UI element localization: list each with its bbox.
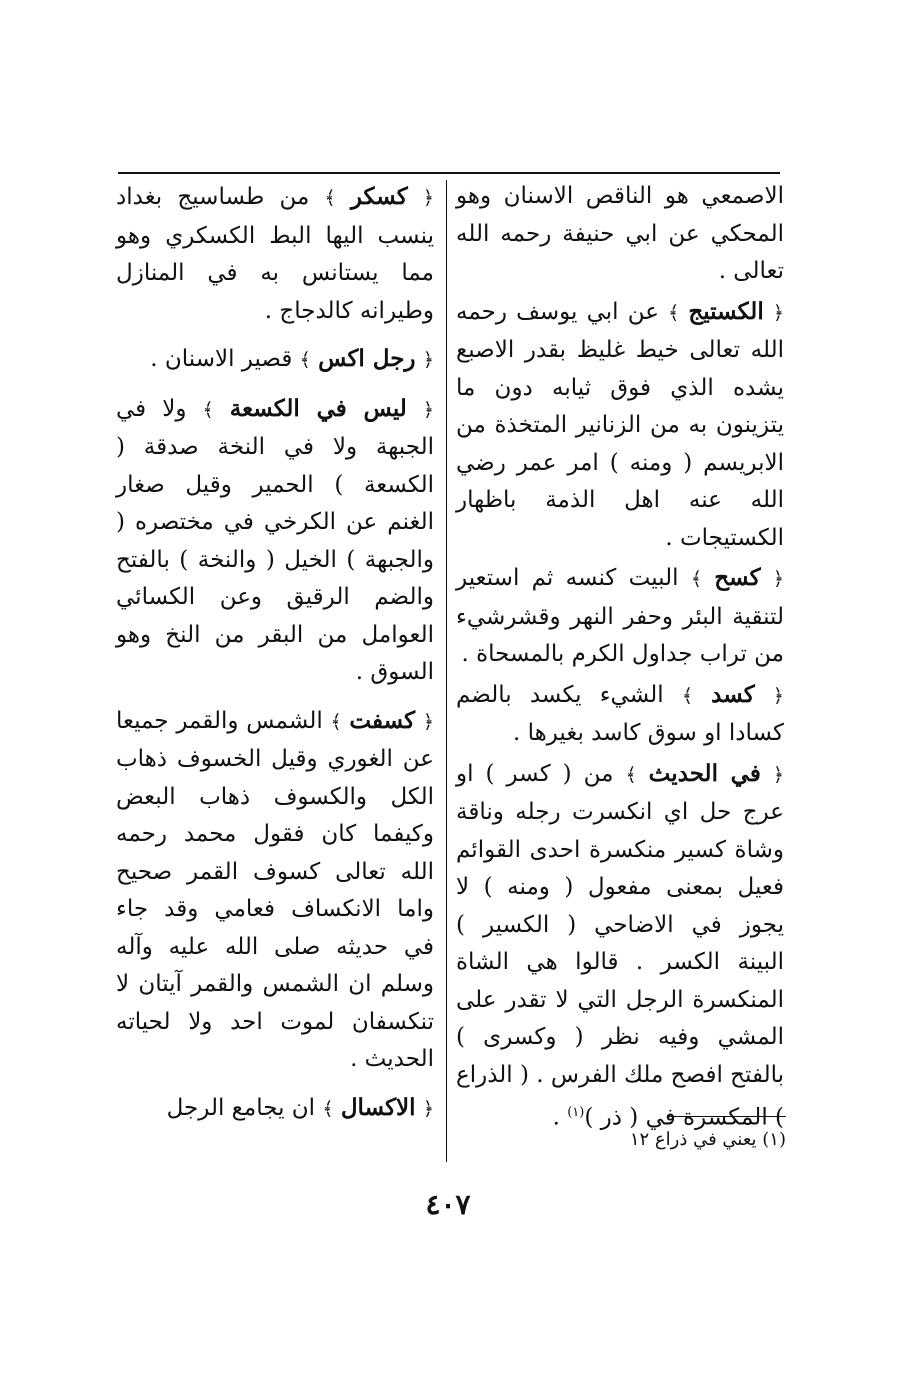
- entry: [456, 676, 784, 753]
- headword: رجل اكس: [318, 345, 416, 372]
- entry-text: من ( كسر ) او عرج حل اي انكسرت رجله وناقة وشاة كسير منكسرة احدى القوائم فعيل بمعنى مفعول ( ومنه ) لا يجوز في الاضاحي ( الكسير ) البينة الكسر . قالوا هي الشاة المنكسرة الرجل التي لا تقدر على المشي وفيه نظر ( وكسرى ) بالفتح افصح ملك الفرس . ( الذراع ) المكسرة في ( ذر ): [456, 760, 784, 1131]
- headword: كسح: [714, 564, 761, 591]
- ornament-close: ﴾: [668, 301, 680, 324]
- ornament-open: ﴿: [422, 710, 435, 733]
- entry-text: الشمس والقمر جميعا عن الغوري وقيل الخسوف ذهاب الكل والكسوف ذهاب البعض وكيفما كان فقول محمد رحمه الله تعالى كسوف القمر صحيح واما الانكساف فعامي وقد جاء في حديثه صلى الله عليه وآله وسلم ان الشمس والقمر آيتان لا تنكسفان لموت احد ولا لحياته الحديث .: [116, 707, 434, 1072]
- ornament-open: ﴿: [422, 349, 434, 371]
- entry: [116, 702, 434, 1079]
- entry-tail: .: [552, 1104, 568, 1131]
- entry-text: ولا في الجبهة ولا في النخة صدقة ( الكسعة ) الحمير وقيل صغار الغنم عن الكرخي في مختصره ( والجبهة ) الخيل ( والنخة ) بالفتح والضم الرقيق وعن الكسائي العوامل من البقر من النخ وهو السوق .: [116, 395, 434, 685]
- entry: [456, 178, 784, 291]
- top-rule: [118, 172, 780, 174]
- ornament-open: ﴿: [422, 1097, 434, 1120]
- ornament-close: ﴾: [322, 1097, 334, 1120]
- ornament-close: ﴾: [324, 187, 336, 209]
- entry: [456, 293, 784, 558]
- ornament-open: ﴿: [422, 398, 435, 421]
- entry-text: البيت كنسه ثم استعير لتنقية البئر وحفر النهر وقشرشيء من تراب جداول الكرم بالمسحاة .: [456, 565, 784, 667]
- footnote-rule: [668, 1116, 786, 1117]
- ornament-close: ﴾: [681, 684, 693, 707]
- entry-text: الاصمعي هو الناقص الاسنان وهو المحكي عن ابي حنيفة رحمه الله تعالى .: [456, 183, 784, 284]
- ornament-close: ﴾: [625, 763, 637, 786]
- entry-text: ان يجامع الرجل: [166, 1094, 316, 1121]
- ornament-open: ﴿: [772, 301, 784, 324]
- entry: [116, 340, 434, 380]
- entry: [116, 1089, 434, 1129]
- ornament-open: ﴿: [422, 187, 435, 209]
- right-column: [456, 178, 784, 1139]
- footnote: (١) يعني في ذراع ١٢: [629, 1129, 786, 1150]
- column-divider: [446, 180, 447, 1162]
- headword: كسكر: [350, 183, 408, 210]
- headword: ليس في الكسعة: [229, 394, 407, 422]
- entry-text: الشيء يكسد بالضم كسادا او سوق كاسد بغيرها .: [456, 681, 784, 746]
- ornament-close: ﴾: [690, 568, 702, 590]
- ornament-open: ﴿: [772, 763, 784, 786]
- headword: كسد: [711, 680, 755, 708]
- headword: الكستيج: [688, 297, 764, 325]
- left-column: [116, 178, 434, 1138]
- footnote-mark: (١): [567, 1105, 585, 1120]
- entry: [116, 178, 434, 330]
- entry: [456, 559, 784, 674]
- ornament-close: ﴾: [330, 710, 342, 733]
- headword: في الحديث: [648, 759, 761, 787]
- ornament-close: ﴾: [299, 349, 311, 371]
- ornament-open: ﴿: [772, 684, 785, 707]
- ornament-close: ﴾: [202, 398, 214, 421]
- entry-text: قصير الاسنان .: [150, 346, 293, 372]
- entry: [116, 390, 434, 692]
- headword: كسفت: [349, 706, 416, 734]
- headword: الاكسال: [340, 1093, 416, 1121]
- page-number: ٤٠٧: [425, 1188, 471, 1221]
- entry-text: من طساسيج بغداد ينسب اليها البط الكسكري وهو مما يستانس به في المنازل وطيرانه كالدجاج .: [116, 184, 434, 324]
- ornament-open: ﴿: [772, 568, 785, 590]
- entry: [456, 755, 784, 1138]
- entry-text: عن ابي يوسف رحمه الله تعالى خيط غليظ بقدر الاصبع يشده الذي فوق ثيابه دون ما يتزينون به من الزنانير المتخذة من الابريسم ( ومنه ) امر عمر رضي الله عنه اهل الذمة باظهار الكستيجات .: [456, 298, 784, 551]
